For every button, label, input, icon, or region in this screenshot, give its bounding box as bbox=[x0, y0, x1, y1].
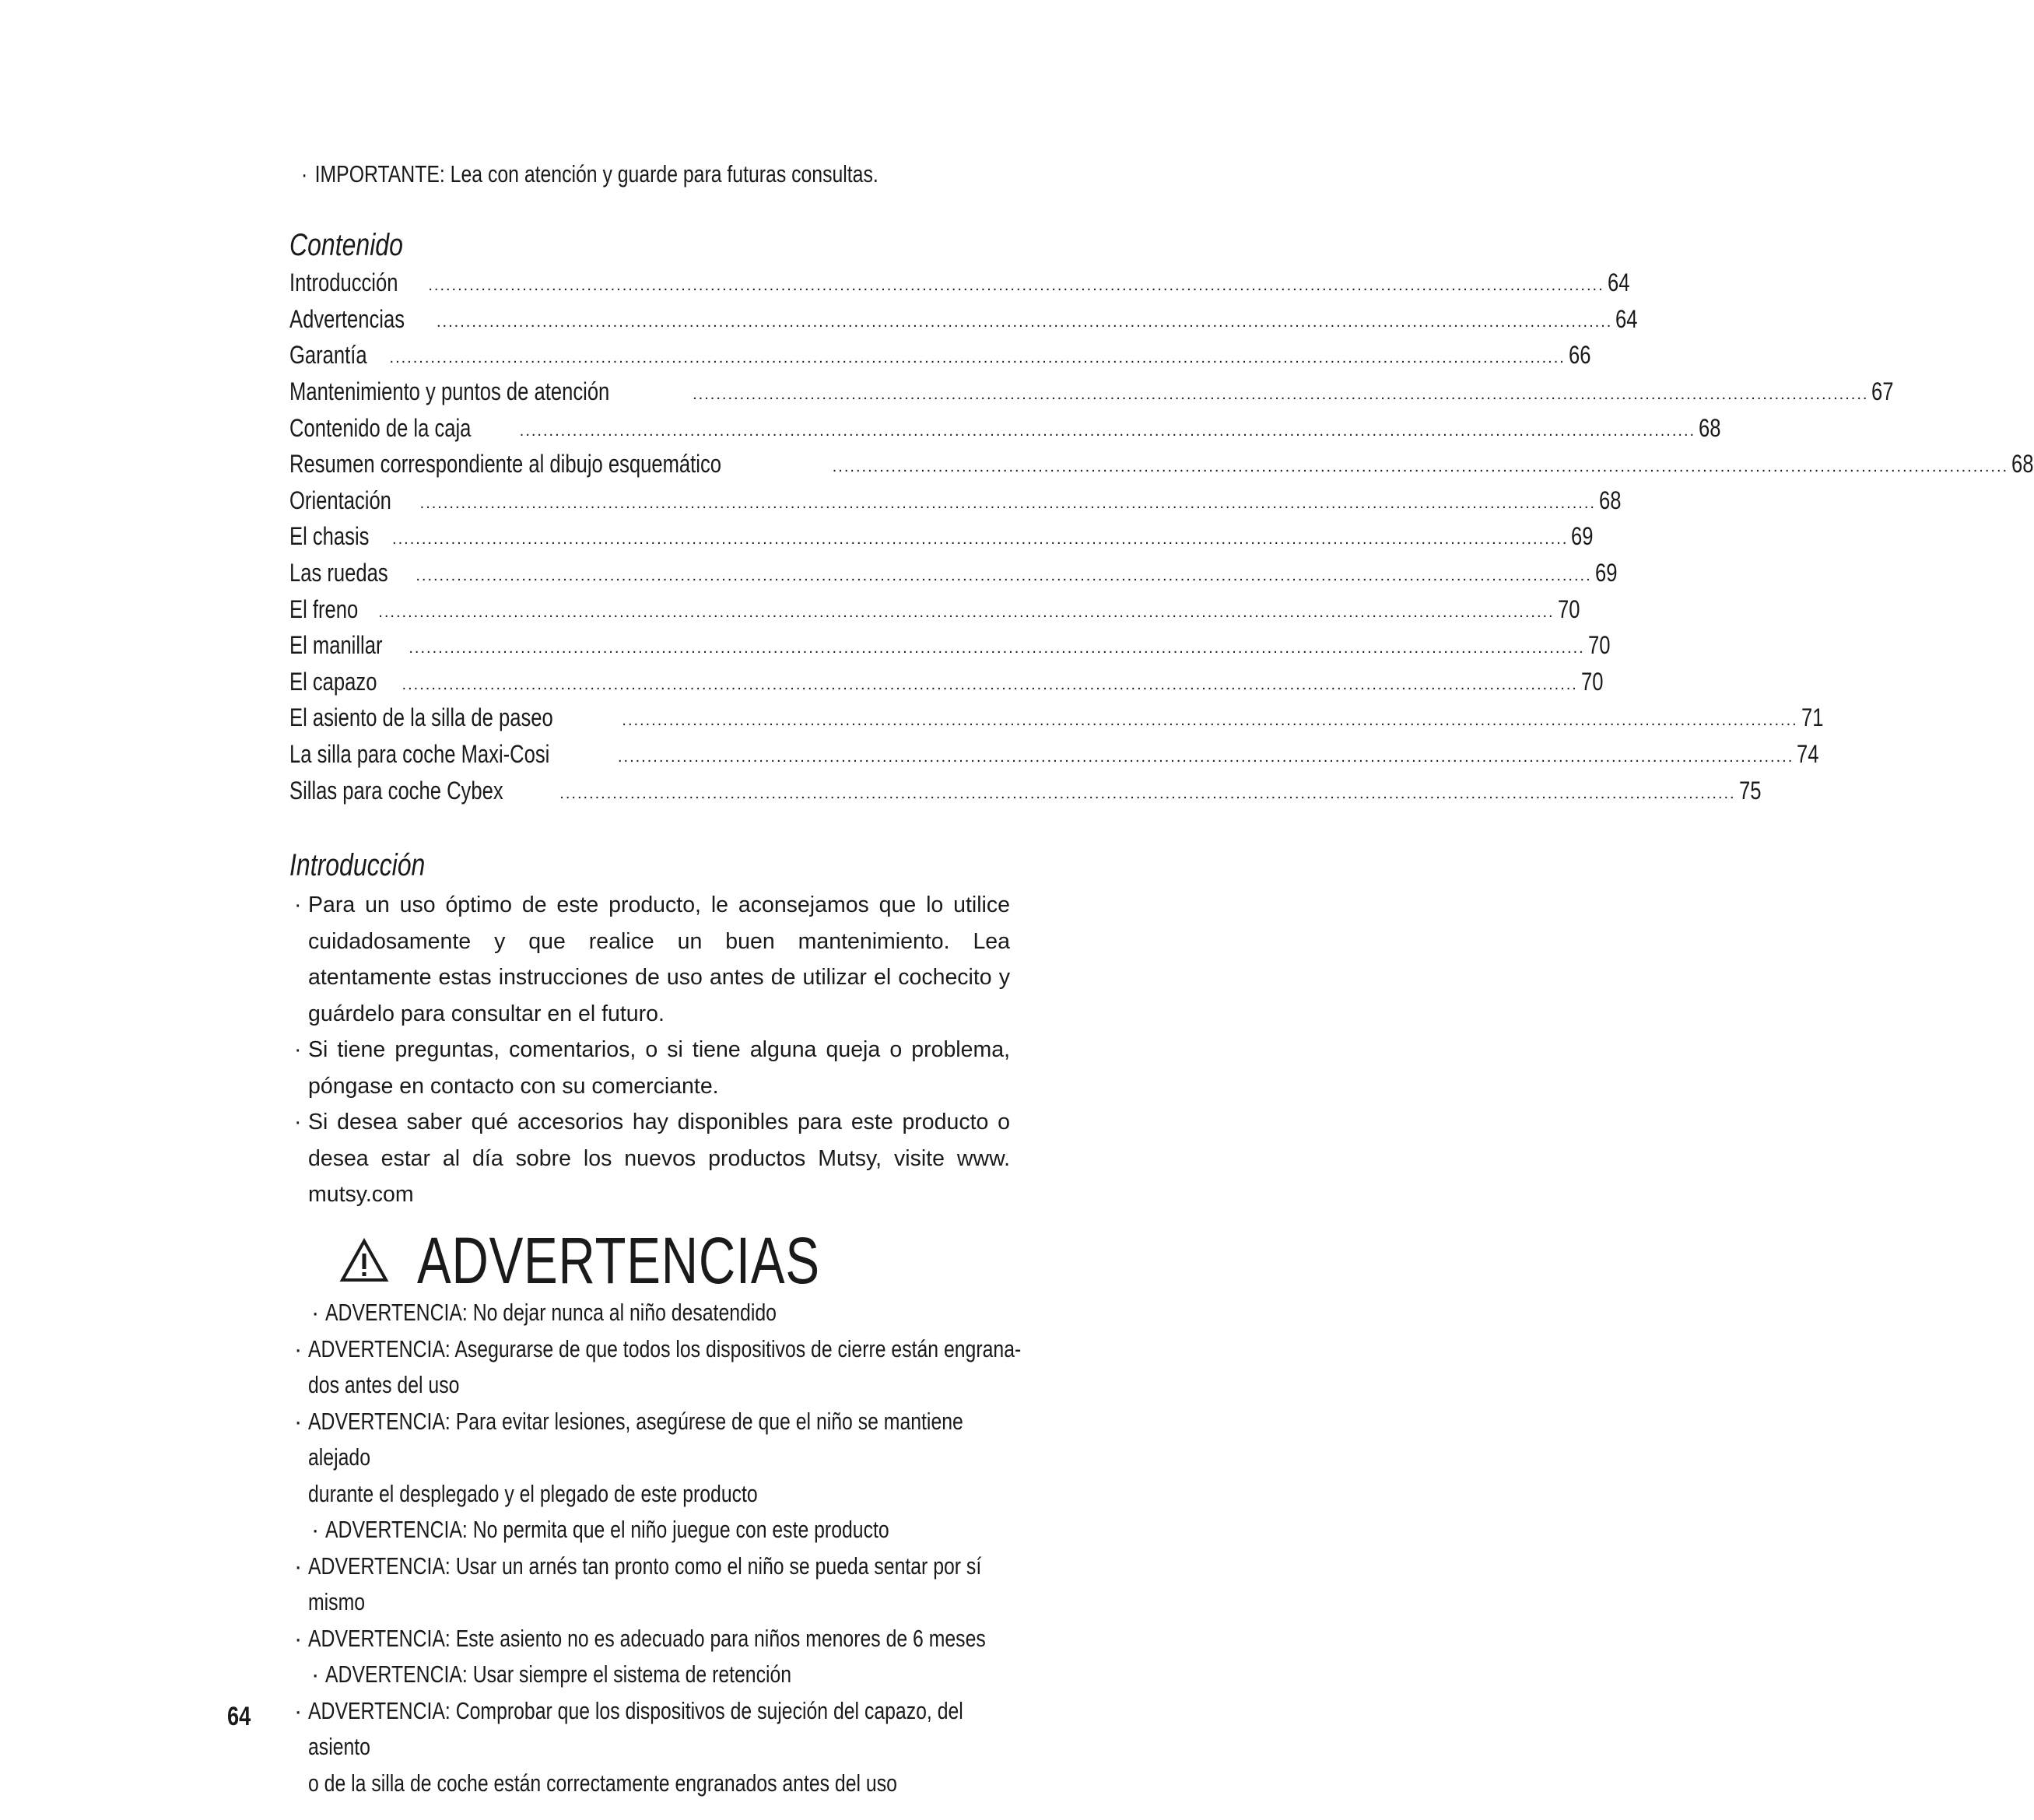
warning-text: ADVERTENCIA: Para evitar lesiones, asegúrese de que el niño se mantiene alejado durante el desplegado y el plegado de este producto bbox=[308, 1407, 963, 1507]
toc-leader: ........................................................................................................................................................................................................ bbox=[832, 458, 2009, 476]
warning-item bbox=[294, 1621, 1041, 1657]
toc-entry-label: El freno bbox=[289, 594, 359, 623]
toc-leader: ........................................................................................................................................................................................................ bbox=[519, 422, 1696, 440]
intro-paragraph-text: Si desea saber qué accesorios hay disponibles para este producto o desea estar al día sobre los nuevos productos Mutsy, visite www. mutsy.com bbox=[308, 1110, 1010, 1207]
toc-entry-label: La silla para coche Maxi-Cosi bbox=[289, 740, 550, 769]
toc-leader: ........................................................................................................................................................................................................ bbox=[392, 531, 1569, 549]
toc-entry[interactable] bbox=[289, 772, 1762, 808]
toc-entry-label: Garantía bbox=[289, 341, 367, 370]
toc-entry-label: El capazo bbox=[289, 667, 377, 696]
toc-entry-label: Introducción bbox=[289, 268, 398, 297]
toc-entry-label: Sillas para coche Cybex bbox=[289, 776, 503, 805]
warning-item bbox=[294, 1657, 1041, 1693]
toc-entry[interactable] bbox=[289, 301, 1638, 338]
bullet: · bbox=[294, 1696, 303, 1724]
intro-paragraph-text: Para un uso óptimo de este producto, le aconsejamos que lo utilice cuidadosamente y que realice un buen mantenimiento. Lea atentamente estas instrucciones de uso antes de utilizar el cochecito y guárdelo para consultar en el futuro. bbox=[308, 892, 1010, 1026]
toc-entry-label: El chasis bbox=[289, 522, 370, 551]
warning-text: ADVERTENCIA: Asegurarse de que todos los dispositivos de cierre están engrana- dos antes del uso bbox=[308, 1334, 1022, 1398]
toc-entry[interactable] bbox=[289, 482, 1622, 519]
toc-entry[interactable] bbox=[289, 518, 1594, 555]
intro-paragraph bbox=[294, 887, 1010, 1032]
toc-entry-page: 69 bbox=[1571, 522, 1594, 551]
toc-entry[interactable] bbox=[289, 664, 1604, 700]
bullet: · bbox=[294, 892, 302, 917]
bullet: · bbox=[294, 1624, 303, 1652]
toc-entry[interactable] bbox=[289, 555, 1618, 591]
toc-leader: ........................................................................................................................................................................................................ bbox=[622, 712, 1798, 730]
bullet: · bbox=[294, 1552, 303, 1580]
toc-leader: ........................................................................................................................................................................................................ bbox=[436, 313, 1613, 331]
bullet: · bbox=[294, 1334, 303, 1362]
toc-entry-page: 68 bbox=[2011, 450, 2034, 479]
toc-leader: ........................................................................................................................................................................................................ bbox=[419, 494, 1596, 512]
toc-entry-page: 69 bbox=[1594, 559, 1618, 587]
bullet: · bbox=[311, 1299, 320, 1326]
toc-entry-page: 64 bbox=[1607, 268, 1630, 297]
toc-entry-label: Resumen correspondiente al dibujo esquemático bbox=[289, 450, 721, 479]
table-of-contents bbox=[289, 265, 2034, 808]
bullet: · bbox=[294, 1037, 302, 1062]
warning-text: ADVERTENCIA: Este asiento no es adecuado para niños menores de 6 meses bbox=[308, 1624, 986, 1652]
toc-leader: ........................................................................................................................................................................................................ bbox=[409, 640, 1585, 658]
toc-entry-label: El manillar bbox=[289, 631, 383, 660]
warning-text: ADVERTENCIA: Usar un arnés tan pronto como el niño se pueda sentar por sí mismo bbox=[308, 1552, 982, 1615]
toc-entry-label: El asiento de la silla de paseo bbox=[289, 703, 553, 732]
toc-entry-page: 71 bbox=[1801, 703, 1824, 732]
bullet: · bbox=[294, 1110, 302, 1134]
toc-entry-page: 74 bbox=[1797, 740, 1819, 769]
toc-entry-label: Mantenimiento y puntos de atención bbox=[289, 377, 610, 406]
toc-entry[interactable] bbox=[289, 409, 1721, 446]
toc-leader: ........................................................................................................................................................................................................ bbox=[402, 675, 1578, 693]
important-note-text: IMPORTANTE: Lea con atención y guarde para futuras consultas. bbox=[314, 160, 878, 188]
toc-leader: ........................................................................................................................................................................................................ bbox=[389, 349, 1566, 367]
toc-entry[interactable] bbox=[289, 446, 2034, 482]
toc-entry-page: 64 bbox=[1615, 304, 1638, 333]
bullet: · bbox=[301, 160, 308, 188]
toc-entry[interactable] bbox=[289, 337, 1591, 373]
warnings-heading-text: ADVERTENCIAS bbox=[417, 1224, 820, 1297]
toc-entry-label: Orientación bbox=[289, 486, 391, 514]
page-number: 64 bbox=[227, 1702, 251, 1731]
intro-paragraph-text: Si tiene preguntas, comentarios, o si tiene alguna queja o problema, póngase en contacto con su comerciante. bbox=[308, 1037, 1010, 1099]
warning-item bbox=[294, 1548, 1041, 1621]
toc-leader: ........................................................................................................................................................................................................ bbox=[617, 749, 1794, 766]
toc-leader: ........................................................................................................................................................................................................ bbox=[693, 386, 1869, 404]
toc-entry[interactable] bbox=[289, 591, 1580, 627]
toc-entry[interactable] bbox=[289, 736, 1819, 773]
toc-entry-label: Advertencias bbox=[289, 304, 405, 333]
toc-entry-page: 70 bbox=[1580, 667, 1604, 696]
toc-entry-page: 66 bbox=[1568, 341, 1591, 370]
warning-item bbox=[294, 1404, 1041, 1513]
important-note bbox=[301, 159, 878, 190]
toc-entry-label: Las ruedas bbox=[289, 559, 388, 587]
toc-title: Contenido bbox=[289, 228, 403, 262]
warnings-heading bbox=[339, 1226, 934, 1296]
intro-paragraph bbox=[294, 1104, 1010, 1213]
warning-item bbox=[294, 1512, 1041, 1548]
toc-entry-label: Contenido de la caja bbox=[289, 413, 472, 442]
toc-entry-page: 70 bbox=[1587, 631, 1611, 660]
toc-entry-page: 70 bbox=[1557, 594, 1580, 623]
toc-entry-page: 68 bbox=[1598, 486, 1622, 514]
warning-item bbox=[294, 1331, 1041, 1404]
bullet: · bbox=[294, 1407, 303, 1435]
warnings-list bbox=[294, 1295, 1041, 1801]
warning-item bbox=[294, 1295, 1041, 1331]
warning-text: ADVERTENCIA: No permita que el niño juegue con este producto bbox=[325, 1516, 889, 1543]
toc-entry-page: 67 bbox=[1871, 377, 1894, 406]
toc-leader: ........................................................................................................................................................................................................ bbox=[428, 277, 1604, 295]
intro-list bbox=[294, 887, 1010, 1213]
bullet: · bbox=[311, 1516, 320, 1543]
toc-entry[interactable] bbox=[289, 373, 1894, 410]
warning-triangle-icon bbox=[339, 1238, 389, 1283]
bullet: · bbox=[311, 1660, 320, 1688]
warning-text: ADVERTENCIA: Comprobar que los dispositivos de sujeción del capazo, del asiento o de la silla de coche están correctamente engranados antes del uso bbox=[308, 1696, 963, 1797]
intro-title: Introducción bbox=[289, 848, 426, 882]
warning-item bbox=[294, 1693, 1041, 1802]
warning-text: ADVERTENCIA: Usar siempre el sistema de retención bbox=[325, 1660, 792, 1688]
toc-entry[interactable] bbox=[289, 627, 1611, 664]
intro-paragraph bbox=[294, 1032, 1010, 1104]
toc-leader: ........................................................................................................................................................................................................ bbox=[416, 567, 1592, 585]
toc-entry-page: 75 bbox=[1738, 776, 1762, 805]
toc-entry-page: 68 bbox=[1699, 413, 1721, 442]
toc-leader: ........................................................................................................................................................................................................ bbox=[378, 603, 1555, 621]
toc-entry[interactable] bbox=[289, 265, 1630, 301]
warning-text: ADVERTENCIA: No dejar nunca al niño desatendido bbox=[325, 1299, 777, 1326]
toc-entry[interactable] bbox=[289, 700, 1824, 736]
toc-leader: ........................................................................................................................................................................................................ bbox=[559, 784, 1736, 802]
